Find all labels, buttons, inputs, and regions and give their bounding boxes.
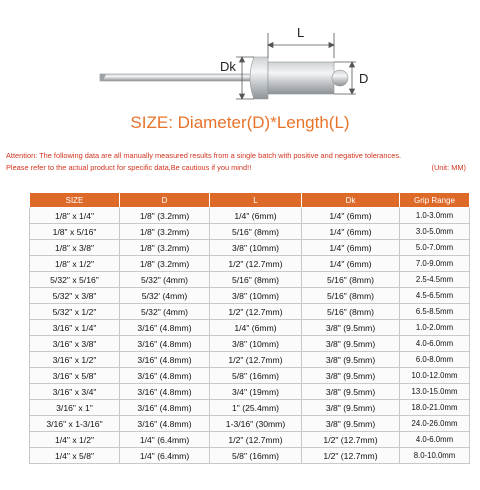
cell-l: 3/8" (10mm): [210, 240, 302, 256]
header-grip-range: Grip Range: [400, 193, 470, 208]
cell-l: 1/2" (12.7mm): [210, 304, 302, 320]
cell-grip-range: 4.0-6.0mm: [400, 336, 470, 352]
table-row: [30, 208, 470, 224]
cell-dk: 3/8" (9.5mm): [302, 320, 400, 336]
cell-l: 1/2" (12.7mm): [210, 256, 302, 272]
cell-grip-range: 4.0-6.0mm: [400, 432, 470, 448]
table-row: [30, 288, 470, 304]
cell-grip-range: 2.5-4.5mm: [400, 272, 470, 288]
table-row: [30, 224, 470, 240]
cell-l: 1/2" (12.7mm): [210, 352, 302, 368]
cell-l: 3/8" (10mm): [210, 288, 302, 304]
cell-size: 3/16" x 1/2": [30, 352, 120, 368]
cell-l: 1/4" (6mm): [210, 208, 302, 224]
cell-size: 3/16" x 1": [30, 400, 120, 416]
cell-l: 1" (25.4mm): [210, 400, 302, 416]
cell-grip-range: 13.0-15.0mm: [400, 384, 470, 400]
cell-size: 1/8" x 3/8": [30, 240, 120, 256]
disclaimer-note: Please refer to the actual product for specific data,Be cautious if you mind!!: [6, 163, 252, 172]
cell-size: 1/8" x 1/2": [30, 256, 120, 272]
rivet-mandrel-ball: [332, 70, 348, 86]
cell-dk: 1/2" (12.7mm): [302, 432, 400, 448]
cell-dk: 3/8" (9.5mm): [302, 416, 400, 432]
table-row: [30, 352, 470, 368]
cell-d: 1/8" (3.2mm): [120, 208, 210, 224]
cell-l: 1-3/16" (30mm): [210, 416, 302, 432]
cell-l: 5/16" (8mm): [210, 272, 302, 288]
cell-l: 1/2" (12.7mm): [210, 432, 302, 448]
cell-d: 3/16" (4.8mm): [120, 352, 210, 368]
cell-grip-range: 6.0-8.0mm: [400, 352, 470, 368]
rivet-diagram: [0, 0, 480, 116]
head-dia-label: Dk: [220, 59, 236, 74]
cell-l: 3/4" (19mm): [210, 384, 302, 400]
cell-d: 5/32" (4mm): [120, 272, 210, 288]
cell-grip-range: 24.0-26.0mm: [400, 416, 470, 432]
cell-d: 1/4" (6.4mm): [120, 448, 210, 464]
cell-dk: 3/8" (9.5mm): [302, 336, 400, 352]
cell-size: 3/16" x 3/4": [30, 384, 120, 400]
table-row: [30, 304, 470, 320]
cell-size: 3/16" x 1/4": [30, 320, 120, 336]
body-dia-label: D: [359, 71, 369, 86]
cell-dk: 5/16" (8mm): [302, 304, 400, 320]
cell-d: 3/16" (4.8mm): [120, 320, 210, 336]
cell-l: 5/16" (8mm): [210, 224, 302, 240]
cell-dk: 5/16" (8mm): [302, 288, 400, 304]
cell-size: 1/8" x 1/4": [30, 208, 120, 224]
cell-dk: 1/2" (12.7mm): [302, 448, 400, 464]
cell-grip-range: 6.5-8.5mm: [400, 304, 470, 320]
cell-d: 3/16" (4.8mm): [120, 416, 210, 432]
cell-d: 3/16" (4.8mm): [120, 368, 210, 384]
cell-d: 3/16" (4.8mm): [120, 384, 210, 400]
header-l: L: [210, 193, 302, 208]
cell-d: 1/8" (3.2mm): [120, 224, 210, 240]
table-header-row: [30, 193, 470, 208]
table-row: [30, 368, 470, 384]
cell-l: 5/8" (16mm): [210, 368, 302, 384]
length-label: L: [297, 25, 305, 40]
table-row: [30, 272, 470, 288]
size-title: SIZE: Diameter(D)*Length(L): [130, 113, 350, 132]
table-row: [30, 400, 470, 416]
cell-dk: 3/8" (9.5mm): [302, 352, 400, 368]
attention-notice: Attention: The following data are all manually measured results from a single batch with positive and negative tolerances.: [6, 151, 402, 160]
table-row: [30, 256, 470, 272]
cell-d: 3/16" (4.8mm): [120, 336, 210, 352]
cell-size: 3/16" x 3/8": [30, 336, 120, 352]
cell-l: 1/4" (6mm): [210, 320, 302, 336]
table-row: [30, 432, 470, 448]
cell-dk: 3/8" (9.5mm): [302, 400, 400, 416]
cell-grip-range: 1.0-2.0mm: [400, 320, 470, 336]
cell-d: 3/16" (4.8mm): [120, 400, 210, 416]
cell-l: 3/8" (10mm): [210, 336, 302, 352]
table-row: [30, 336, 470, 352]
cell-size: 1/4" x 1/2": [30, 432, 120, 448]
header-d: D: [120, 193, 210, 208]
cell-d: 5/32" (4mm): [120, 304, 210, 320]
cell-size: 5/32" x 3/8": [30, 288, 120, 304]
cell-d: 5/32' (4mm): [120, 288, 210, 304]
cell-grip-range: 18.0-21.0mm: [400, 400, 470, 416]
cell-dk: 1/4" (6mm): [302, 240, 400, 256]
cell-grip-range: 10.0-12.0mm: [400, 368, 470, 384]
rivet-size-table: [29, 192, 470, 464]
table-row: [30, 320, 470, 336]
cell-size: 3/16" x 5/8": [30, 368, 120, 384]
cell-grip-range: 8.0-10.0mm: [400, 448, 470, 464]
cell-dk: 1/4" (6mm): [302, 208, 400, 224]
table-row: [30, 416, 470, 432]
header-dk: Dk: [302, 193, 400, 208]
cell-size: 5/32" x 1/2": [30, 304, 120, 320]
table-row: [30, 448, 470, 464]
cell-size: 5/32" x 5/16": [30, 272, 120, 288]
cell-size: 3/16" x 1-3/16": [30, 416, 120, 432]
cell-dk: 1/4" (6mm): [302, 256, 400, 272]
cell-size: 1/8" x 5/16": [30, 224, 120, 240]
rivet-mandrel: [100, 74, 260, 81]
cell-l: 5/8" (16mm): [210, 448, 302, 464]
cell-d: 1/4" (6.4mm): [120, 432, 210, 448]
cell-grip-range: 7.0-9.0mm: [400, 256, 470, 272]
cell-dk: 5/16" (8mm): [302, 272, 400, 288]
table-row: [30, 384, 470, 400]
header-size: SIZE: [30, 193, 120, 208]
cell-grip-range: 1.0-3.0mm: [400, 208, 470, 224]
cell-grip-range: 5.0-7.0mm: [400, 240, 470, 256]
cell-d: 1/8" (3.2mm): [120, 256, 210, 272]
cell-grip-range: 4.5-6.5mm: [400, 288, 470, 304]
cell-d: 1/8" (3.2mm): [120, 240, 210, 256]
table-row: [30, 240, 470, 256]
cell-dk: 3/8" (9.5mm): [302, 384, 400, 400]
unit-note: (Unit: MM): [431, 163, 466, 172]
rivet-body: [268, 62, 334, 94]
cell-size: 1/4" x 5/8": [30, 448, 120, 464]
cell-dk: 1/4" (6mm): [302, 224, 400, 240]
rivet-head: [250, 57, 268, 99]
cell-dk: 3/8" (9.5mm): [302, 368, 400, 384]
cell-grip-range: 3.0-5.0mm: [400, 224, 470, 240]
